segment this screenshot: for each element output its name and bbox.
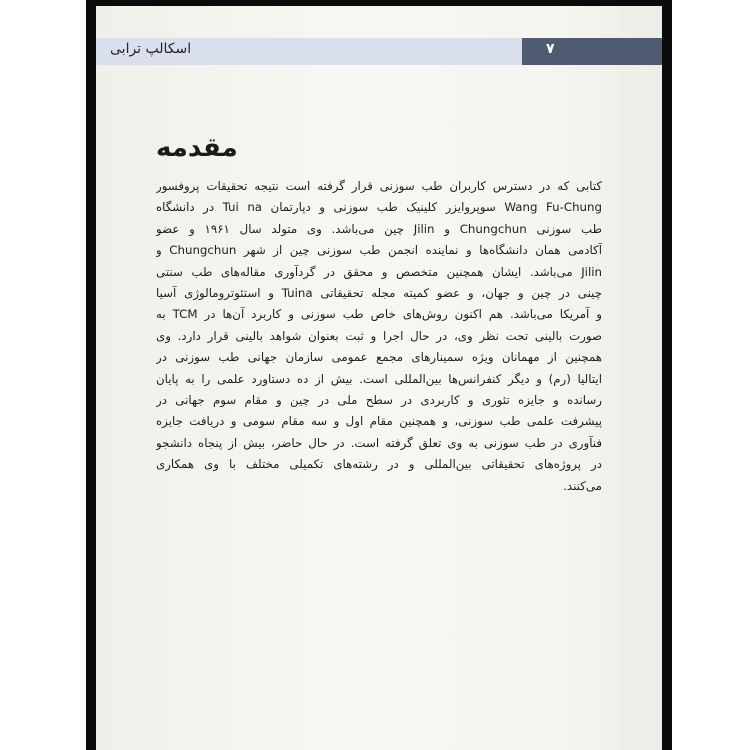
body-line: پیشرفت علمی طب سوزنی، و همچنین مقام اول و سه مقام سومی و دریافت جایزه — [156, 414, 602, 429]
body-line: طب سوزنی Chungchun و Jilin چین می‌باشد. وی متولد سال ۱۹۶۱ و عضو — [156, 221, 602, 236]
page-number: ۷ — [546, 41, 555, 57]
body-line-last: می‌کنند. — [563, 478, 602, 493]
body-line: Wang Fu-Chung سوپروایزر کلینیک طب سوزنی و دپارتمان Tui na در دانشگاه — [156, 200, 602, 215]
book-page — [96, 6, 662, 750]
body-line: فنآوری در طب سوزنی به وی تعلق گرفته است. در حال حاضر، بیش از پنجاه دانشجو — [156, 435, 602, 450]
body-line: کتابی که در دسترس کاربران طب سوزنی قرار گرفته است نتیجه تحقیقات پروفسور — [156, 179, 602, 193]
body-line: در پروژه‌های تحقیقاتی بین‌المللی و در رشته‌های تکمیلی مختلف با وی همکاری — [156, 457, 602, 472]
chapter-title: مقدمه — [156, 133, 238, 163]
header-title-band — [96, 38, 522, 65]
body-line: رسانده و جایزه تئوری و کاربردی در سطح ملی در چین و مقام سوم جهانی در — [156, 393, 602, 408]
body-line: همچنین از مهمانان ویژه سمینارهای مجمع عمومی سازمان جهانی طب سوزنی در — [156, 350, 602, 365]
body-line: چینی در چین و جهان، و عضو کمیته مجله تحقیقاتی Tuina و استئوترومالوژی آسیا — [156, 286, 602, 301]
body-line: و آمریکا می‌باشد. هم اکنون روش‌های خاص طب سوزنی و کاربرد آن‌ها در TCM به — [156, 307, 602, 322]
page-number-band — [522, 38, 662, 65]
body-line: Jilin می‌باشد. ایشان همچنین متخصص و محقق در گردآوری مقاله‌های طب سنتی — [156, 264, 602, 279]
body-line: صورت بالینی تحت نظر وی، در حال اجرا و ثبت بعنوان شواهد بالینی قرار دارد. وی — [156, 328, 602, 343]
running-header — [96, 38, 662, 65]
body-paragraph — [156, 176, 602, 497]
body-line: آکادمی همان دانشگاه‌ها و نماینده انجمن طب سوزنی چین از شهر Chungchun و — [156, 243, 602, 258]
book-title: اسکالپ ترابی — [110, 41, 192, 57]
body-line: ایتالیا (رم) و دیگر کنفرانس‌ها بین‌المللی است. بیش از ده دستاورد علمی را به پایان — [156, 371, 602, 386]
